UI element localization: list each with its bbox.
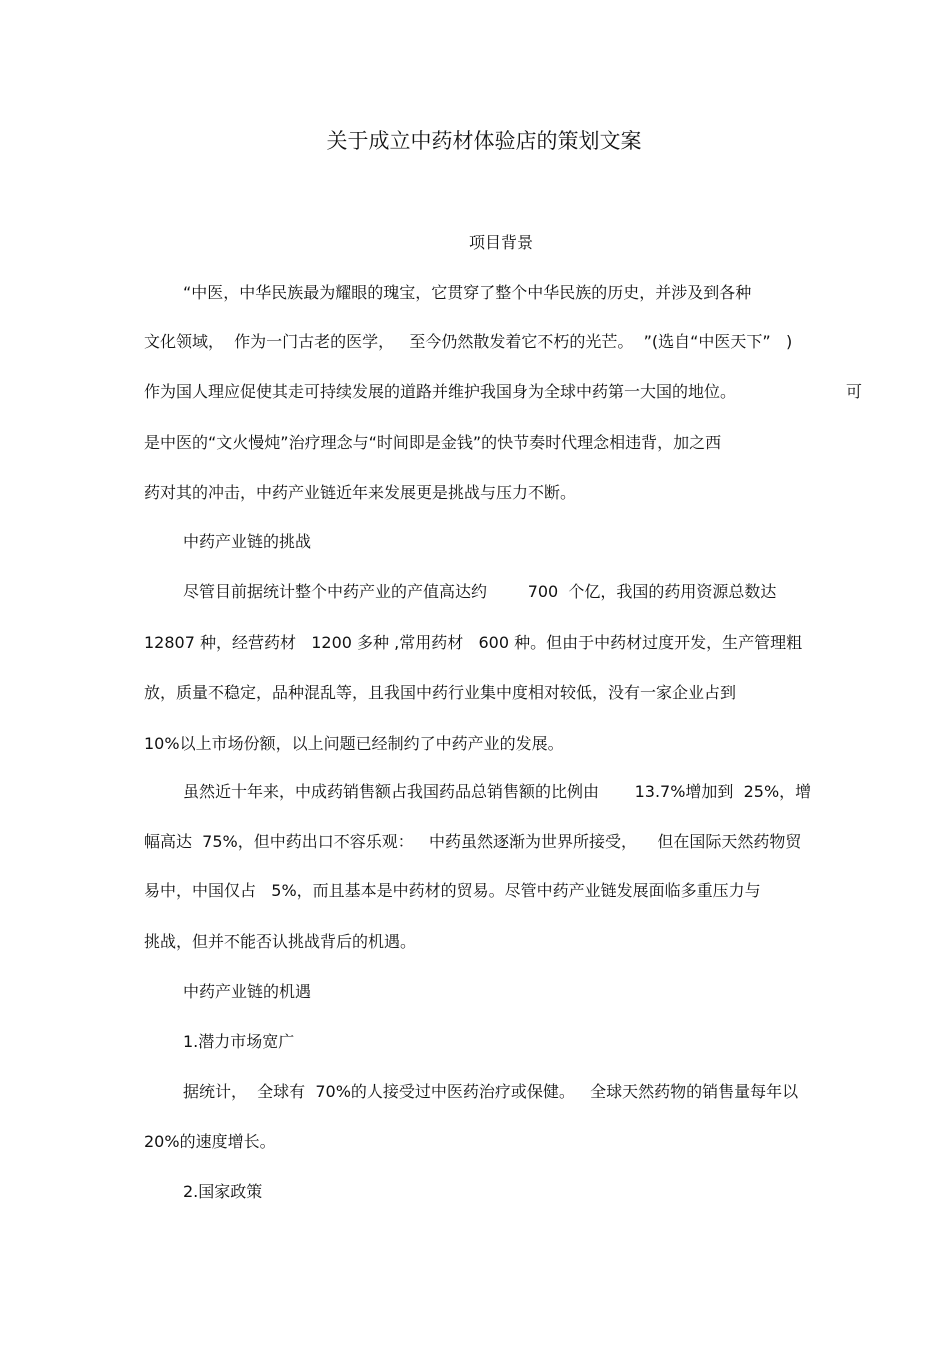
paragraph-line: 10%以上市场份额，以上问题已经制约了中药产业的发展。 <box>144 734 564 753</box>
paragraph-line: 20%的速度增长。 <box>144 1132 276 1151</box>
numbered-heading: 2.国家政策 <box>183 1182 263 1201</box>
paragraph-line: 据统计， 全球有 70%的人接受过中医药治疗或保健。 全球天然药物的销售量每年以 <box>183 1082 799 1101</box>
paragraph-line: 挑战，但并不能否认挑战背后的机遇。 <box>144 932 417 951</box>
paragraph-line-end: 可 <box>846 382 863 401</box>
paragraph-line: 放，质量不稳定，品种混乱等，且我国中药行业集中度相对较低，没有一家企业占到 <box>144 683 737 702</box>
numbered-heading: 1.潜力市场宽广 <box>183 1032 295 1051</box>
paragraph-line: 12807 种，经营药材 1200 多种 ,常用药材 600 种。但由于中药材过度开发，生产管理粗 <box>144 633 803 652</box>
paragraph-line: 作为国人理应促使其走可持续发展的道路并维护我国身为全球中药第一大国的地位。 <box>144 382 737 401</box>
paragraph-line: “中医，中华民族最为耀眼的瑰宝，它贯穿了整个中华民族的历史，并涉及到各种 <box>183 283 752 302</box>
subheading-opportunities: 中药产业链的机遇 <box>183 982 312 1001</box>
paragraph-line: 文化领域， 作为一门古老的医学， 至今仍然散发着它不朽的光芒。 ”(选自“中医天下” ) <box>144 332 793 351</box>
paragraph-line: 虽然近十年来，中成药销售额占我国药品总销售额的比例由 13.7%增加到 25%，增 <box>183 782 812 801</box>
paragraph-line: 幅高达 75%，但中药出口不容乐观： 中药虽然逐渐为世界所接受， 但在国际天然药物贸 <box>144 832 802 851</box>
paragraph-line: 易中，中国仅占 5%，而且基本是中药材的贸易。尽管中药产业链发展面临多重压力与 <box>144 881 761 900</box>
paragraph-line: 尽管目前据统计整个中药产业的产值高达约 700 个亿，我国的药用资源总数达 <box>183 582 777 601</box>
subheading-challenges: 中药产业链的挑战 <box>183 532 312 551</box>
document-title: 关于成立中药材体验店的策划文案 <box>326 129 642 153</box>
paragraph-line: 是中医的“文火慢炖”治疗理念与“时间即是金钱”的快节奏时代理念相违背，加之西 <box>144 433 722 452</box>
paragraph-line: 药对其的冲击，中药产业链近年来发展更是挑战与压力不断。 <box>144 483 577 502</box>
section-heading-background: 项目背景 <box>468 233 533 252</box>
